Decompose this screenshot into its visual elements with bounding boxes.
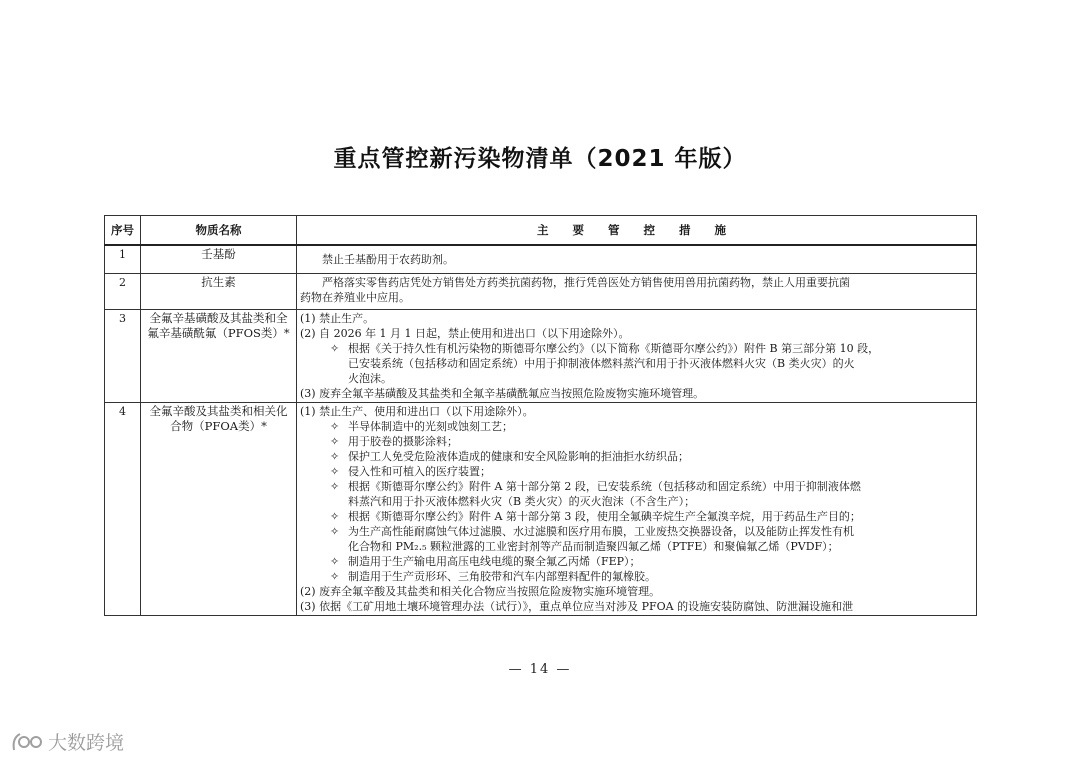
diamond-bullet-icon: ✧ bbox=[330, 509, 340, 523]
sub-item-line: 侵入性和可植入的医疗装置； bbox=[348, 464, 491, 478]
table-row bbox=[105, 273, 977, 309]
sub-item bbox=[300, 464, 973, 479]
row-number: 2 bbox=[105, 273, 141, 309]
sub-item-line: 根据《斯德哥尔摩公约》附件 A 第十部分第 2 段，已安装系统（包括移动和固定系统）中用于抑制液体燃 bbox=[348, 479, 861, 493]
header-serial: 序号 bbox=[105, 216, 141, 246]
sub-item-line: 用于胶卷的摄影涂料； bbox=[348, 434, 458, 448]
table-row bbox=[105, 402, 977, 615]
sub-item bbox=[300, 569, 973, 584]
diamond-bullet-icon: ✧ bbox=[330, 449, 340, 463]
sub-item bbox=[300, 554, 973, 569]
header-measures: 主 要 管 控 措 施 bbox=[297, 216, 977, 246]
sub-item bbox=[300, 509, 973, 524]
control-measures-table bbox=[104, 215, 977, 616]
measures-cell bbox=[297, 245, 977, 273]
measure-line: (2) 自 2026 年 1 月 1 日起，禁止使用和进出口（以下用途除外）。 bbox=[300, 326, 630, 340]
sub-item-line: 已安装系统（包括移动和固定系统）中用于抑制液体燃料蒸汽和用于扑灭液体燃料火灾（B 类火灾）的火 bbox=[348, 356, 855, 370]
row-number: 1 bbox=[105, 245, 141, 273]
diamond-bullet-icon: ✧ bbox=[330, 464, 340, 478]
row-number: 4 bbox=[105, 402, 141, 615]
watermark-logo-icon bbox=[10, 730, 44, 754]
sub-item-line: 半导体制造中的光刻或蚀刻工艺； bbox=[348, 419, 513, 433]
table-row bbox=[105, 245, 977, 273]
substance-name: 抗生素 bbox=[141, 273, 297, 309]
measure-line: (2) 废弃全氟辛酸及其盐类和相关化合物应当按照危险废物实施环境管理。 bbox=[300, 584, 661, 598]
sub-item bbox=[300, 434, 973, 449]
diamond-bullet-icon: ✧ bbox=[330, 554, 340, 568]
sub-item bbox=[300, 479, 973, 509]
sub-item-line: 料蒸汽和用于扑灭液体燃料火灾（B 类火灾）的灭火泡沫（不含生产）； bbox=[348, 494, 696, 508]
diamond-bullet-icon: ✧ bbox=[330, 419, 340, 433]
sub-item-line: 根据《斯德哥尔摩公约》附件 A 第十部分第 3 段，使用全氟碘辛烷生产全氟溴辛烷，用于药品生产目的； bbox=[348, 509, 861, 523]
diamond-bullet-icon: ✧ bbox=[330, 524, 340, 538]
watermark bbox=[10, 728, 124, 755]
sub-item-line: 保护工人免受危险液体造成的健康和安全风险影响的拒油拒水纺织品； bbox=[348, 449, 689, 463]
sub-item-line: 为生产高性能耐腐蚀气体过滤膜、水过滤膜和医疗用布膜，工业废热交换器设备，以及能防止挥发性有机 bbox=[348, 524, 854, 538]
table-row bbox=[105, 309, 977, 402]
table-header-row bbox=[105, 216, 977, 246]
sub-item bbox=[300, 341, 973, 386]
sub-item bbox=[300, 419, 973, 434]
diamond-bullet-icon: ✧ bbox=[330, 569, 340, 583]
sub-item-line: 化合物和 PM₂.₅ 颗粒泄露的工业密封剂等产品而制造聚四氟乙烯（PTFE）和聚偏氟乙烯（PVDF）； bbox=[348, 539, 839, 553]
measure-line: 禁止壬基酚用于农药助剂。 bbox=[322, 252, 454, 266]
measure-line: 药物在养殖业中应用。 bbox=[300, 290, 410, 304]
measure-line: (1) 禁止生产。 bbox=[300, 311, 375, 325]
measure-line: (3) 依据《工矿用地土壤环境管理办法（试行）》，重点单位应当对涉及 PFOA 的设施安装防腐蚀、防泄漏设施和泄 bbox=[300, 599, 854, 613]
sub-item-line: 火泡沫。 bbox=[348, 371, 392, 385]
substance-name: 全氟辛酸及其盐类和相关化合物（PFOA类）* bbox=[141, 402, 297, 615]
document-title: 重点管控新污染物清单（2021 年版） bbox=[333, 146, 747, 172]
measure-line: (1) 禁止生产、使用和进出口（以下用途除外）。 bbox=[300, 404, 534, 418]
row-number: 3 bbox=[105, 309, 141, 402]
sub-item-line: 根据《关于持久性有机污染物的斯德哥尔摩公约》（以下简称《斯德哥尔摩公约》）附件 B 第三部分第 10 段， bbox=[348, 341, 880, 355]
page-number: — 14 — bbox=[508, 662, 572, 677]
measures-cell bbox=[297, 309, 977, 402]
sub-item bbox=[300, 449, 973, 464]
measure-line: 严格落实零售药店凭处方销售处方药类抗菌药物，推行凭兽医处方销售使用兽用抗菌药物，禁止人用重要抗菌 bbox=[322, 275, 850, 289]
measure-line: (3) 废弃全氟辛基磺酸及其盐类和全氟辛基磺酰氟应当按照危险废物实施环境管理。 bbox=[300, 386, 705, 400]
header-substance: 物质名称 bbox=[141, 216, 297, 246]
substance-name: 壬基酚 bbox=[141, 245, 297, 273]
watermark-text: 大数跨境 bbox=[48, 732, 125, 754]
sub-item bbox=[300, 524, 973, 554]
sub-item-line: 制造用于生产贡形环、三角胶带和汽车内部塑料配件的氟橡胶。 bbox=[348, 569, 656, 583]
substance-name: 全氟辛基磺酸及其盐类和全氟辛基磺酰氟（PFOS类）* bbox=[141, 309, 297, 402]
diamond-bullet-icon: ✧ bbox=[330, 479, 340, 493]
sub-item-line: 制造用于生产输电用高压电线电缆的聚全氟乙丙烯（FEP）； bbox=[348, 554, 641, 568]
measures-cell bbox=[297, 402, 977, 615]
diamond-bullet-icon: ✧ bbox=[330, 434, 340, 448]
diamond-bullet-icon: ✧ bbox=[330, 341, 340, 355]
measures-cell bbox=[297, 273, 977, 309]
